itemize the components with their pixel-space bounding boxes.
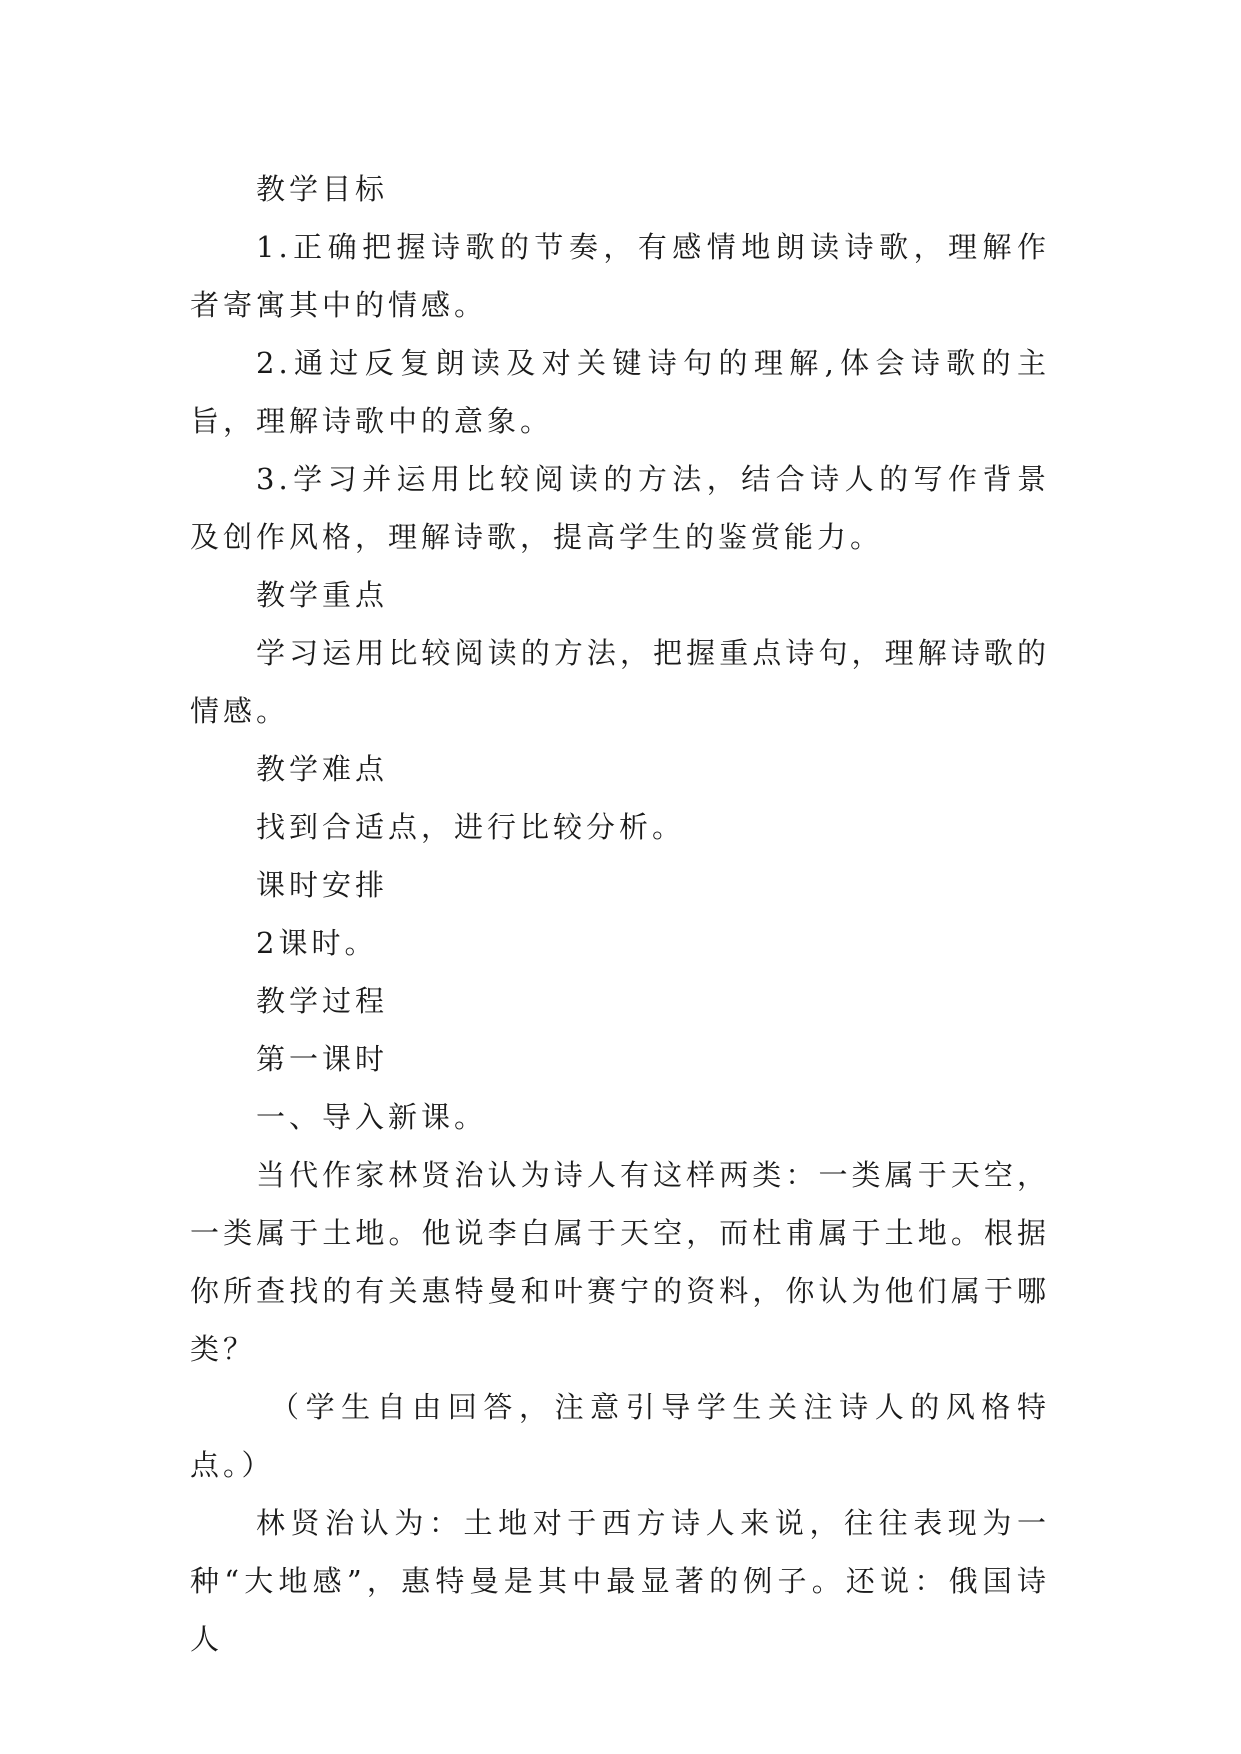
- heading-process: 教学过程: [256, 984, 389, 1018]
- schedule-text: 2课时。: [256, 926, 378, 960]
- goal-item-1: 1.正确把握诗歌的节奏，有感情地朗读诗歌，理解作者寄寓其中的情感。: [190, 230, 1050, 322]
- key-points-text: 学习运用比较阅读的方法，把握重点诗句，理解诗歌的情感。: [190, 636, 1050, 728]
- heading-difficulties: 教学难点: [256, 752, 389, 786]
- section-introduction: 一、导入新课。: [256, 1100, 488, 1134]
- paragraph-earth-sense: 林贤治认为：土地对于西方诗人来说，往往表现为一种“大地感”，惠特曼是其中最显著的例子。还说：俄国诗人: [190, 1506, 1050, 1656]
- goal-item-3: 3.学习并运用比较阅读的方法，结合诗人的写作背景及创作风格，理解诗歌，提高学生的鉴赏能力。: [190, 462, 1050, 554]
- body-text: [190, 160, 1050, 1668]
- heading-teaching-goals: 教学目标: [256, 172, 389, 206]
- heading-schedule: 课时安排: [256, 868, 389, 902]
- paragraph-poets-types: 当代作家林贤治认为诗人有这样两类：一类属于天空，一类属于土地。他说李白属于天空，而杜甫属于土地。根据你所查找的有关惠特曼和叶赛宁的资料，你认为他们属于哪类？: [190, 1158, 1050, 1366]
- difficulties-text: 找到合适点，进行比较分析。: [256, 810, 686, 844]
- heading-key-points: 教学重点: [256, 578, 389, 612]
- goal-item-2: 2.通过反复朗读及对关键诗句的理解,体会诗歌的主旨，理解诗歌中的意象。: [190, 346, 1050, 438]
- paragraph-student-answer: （学生自由回答，注意引导学生关注诗人的风格特点。）: [190, 1390, 1050, 1482]
- heading-first-lesson: 第一课时: [256, 1042, 389, 1076]
